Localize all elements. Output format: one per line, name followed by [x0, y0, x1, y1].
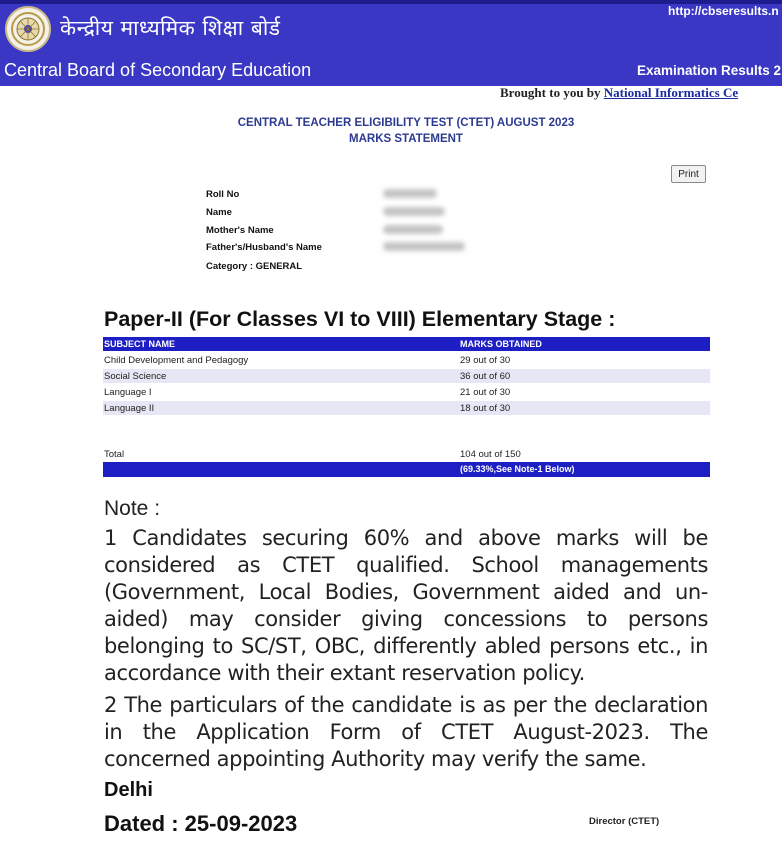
marks-table-header [103, 337, 710, 351]
redacted-fathers-name [383, 242, 465, 251]
subject-cell: Social Science [104, 371, 167, 382]
exam-title: CENTRAL TEACHER ELIGIBILITY TEST (CTET) AUGUST 2023 [237, 117, 575, 129]
name-label: Name [206, 207, 232, 218]
marks-cell: 21 out of 30 [460, 387, 511, 398]
roll-no-label: Roll No [206, 189, 240, 200]
marks-statement-title: MARKS STATEMENT [349, 133, 463, 145]
subject-cell: Language II [104, 403, 155, 414]
fathers-name-label: Father's/Husband's Name [206, 242, 322, 253]
nic-link[interactable]: National Informatics Ce [603, 85, 739, 100]
redacted-mothers-name [383, 225, 443, 234]
note-point-2: 2 The particulars of the candidate is as per the declaration in the Application Form of CTET August-2023. The concerned appointing Authority may verify the same. [104, 693, 708, 771]
redacted-roll-no [383, 189, 437, 198]
table-row [103, 369, 710, 383]
table-row [103, 401, 710, 415]
percentage-value: (69.33%,See Note-1 Below) [460, 464, 575, 474]
table-row [103, 353, 710, 367]
brought-by-prefix: Brought to you by [500, 85, 601, 100]
subject-name-header: SUBJECT NAME [104, 339, 176, 349]
total-label: Total [104, 449, 125, 460]
percentage-row [103, 462, 710, 477]
cbse-emblem-icon [5, 6, 51, 52]
mothers-name-label: Mother's Name [206, 225, 274, 236]
date: Dated : 25-09-2023 [104, 811, 298, 836]
header-top-strip [0, 0, 782, 4]
total-row [103, 449, 710, 461]
subject-cell: Language I [104, 387, 152, 398]
marks-cell: 36 out of 60 [460, 371, 511, 382]
table-row [103, 385, 710, 399]
subject-cell: Child Development and Pedagogy [104, 355, 249, 366]
note-point-1: 1 Candidates securing 60% and above marks will be considered as CTET qualified. School managements (Government, Local Bodies, Government aided and un-aided) may consider giving concessions to persons belonging to SC/ST, OBC, differently abled persons etc., in accordance with their extant reservation policy. [104, 526, 708, 685]
site-url: http://cbseresults.n [668, 4, 779, 18]
place: Delhi [104, 779, 153, 801]
category-label: Category : GENERAL [206, 261, 303, 272]
total-value: 104 out of 150 [460, 449, 521, 460]
redacted-name [383, 207, 445, 216]
marks-obtained-header: MARKS OBTAINED [460, 339, 542, 349]
note-heading: Note : [104, 497, 161, 520]
marks-cell: 18 out of 30 [460, 403, 511, 414]
board-name-hindi: केन्द्रीय माध्यमिक शिक्षा बोर्ड [60, 16, 281, 40]
signatory: Director (CTET) [589, 816, 660, 827]
brought-by-line [500, 85, 738, 101]
print-button[interactable]: Print [671, 165, 706, 183]
marks-cell: 29 out of 30 [460, 355, 511, 366]
section-title: Examination Results 2 [637, 63, 782, 78]
paper-title: Paper-II (For Classes VI to VIII) Elementary Stage : [104, 307, 616, 331]
board-name-english: Central Board of Secondary Education [4, 60, 312, 80]
